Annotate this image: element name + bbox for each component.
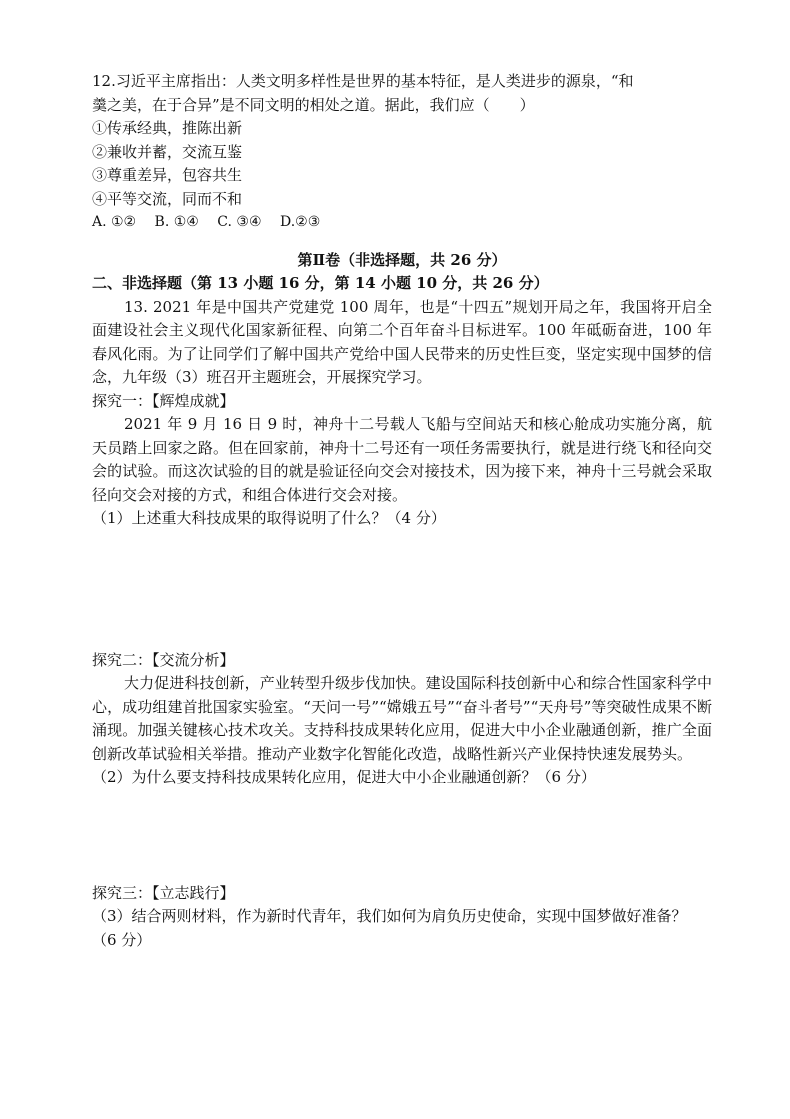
question-1: （1）上述重大科技成果的取得说明了什么？（4 分）: [92, 509, 446, 527]
q12-option-3: ③尊重差异，包容共生: [92, 166, 243, 184]
q12-option-4: ④平等交流，同而不和: [92, 189, 243, 208]
volume-title: 第Ⅱ卷（非选择题，共 26 分）: [297, 250, 507, 269]
explore1-text: 2021 年 9 月 16 日 9 时，神舟十二号载人飞船与空间站天和核心舱成功实施分离，航天员踏上回家之路。但在回家前，神舟十二号还有一项任务需要执行，就是进行绕飞和径向交会的试验。而这次试验的目的就是验证径向交会对接技术，因为接下来，神舟十三号就会采取径向交会对接的方式，和组合体进行交会对接。: [92, 415, 712, 504]
q12-option-2: ②兼收并蓄，交流互鉴: [92, 142, 243, 161]
q12-option-1: ①传承经典，推陈出新: [92, 119, 243, 137]
explore1-title: 探究一：【辉煌成就】: [92, 391, 235, 410]
exam-page: [92, 70, 712, 952]
q13-intro: 13. 2021 年是中国共产党建党 100 周年，也是“十四五”规划开局之年，我国将开启全面建设社会主义现代化国家新征程、向第二个百年奋斗目标进军。100 年砥砺奋进，100 年春风化雨。为了让同学们了解中国共产党给中国人民带来的历史性巨变，坚定实现中国梦的信念，九年级（3）班召开主题班会，开展探究学习。: [92, 297, 712, 386]
explore2-text: 大力促进科技创新，产业转型升级步伐加快。建设国际科技创新中心和综合性国家科学中心，成功组建首批国家实验室。“天问一号”“嫦娥五号”“奋斗者号”“天舟号”等突破性成果不断涌现。加强关键核心技术攻关。支持科技成果转化应用，促进大中小企业融通创新，推广全面创新改革试验相关举措。推动产业数字化智能化改造，战略性新兴产业保持快速发展势头。: [92, 674, 712, 763]
q12-stem-line2: 羹之美，在于合异”是不同文明的相处之道。据此，我们应（ ）: [92, 95, 535, 114]
section-heading: 二、非选择题（第 13 小题 16 分，第 14 小题 10 分，共 26 分）: [92, 274, 549, 292]
explore2-title: 探究二：【交流分析】: [92, 650, 235, 669]
q12-stem-line1: 12.习近平主席指出：人类文明多样性是世界的基本特征，是人类进步的源泉，“和: [92, 72, 634, 90]
q12-answer-choices: A. ①② B. ①④ C. ③④ D.②③: [92, 214, 321, 230]
explore3-title: 探究三：【立志践行】: [92, 883, 235, 902]
question-3: （3）结合两则材料，作为新时代青年，我们如何为肩负历史使命，实现中国梦做好准备？: [92, 907, 687, 925]
question-2: （2）为什么要支持科技成果转化应用，促进大中小企业融通创新？（6 分）: [92, 768, 596, 786]
question-3-score: （6 分）: [92, 930, 152, 949]
